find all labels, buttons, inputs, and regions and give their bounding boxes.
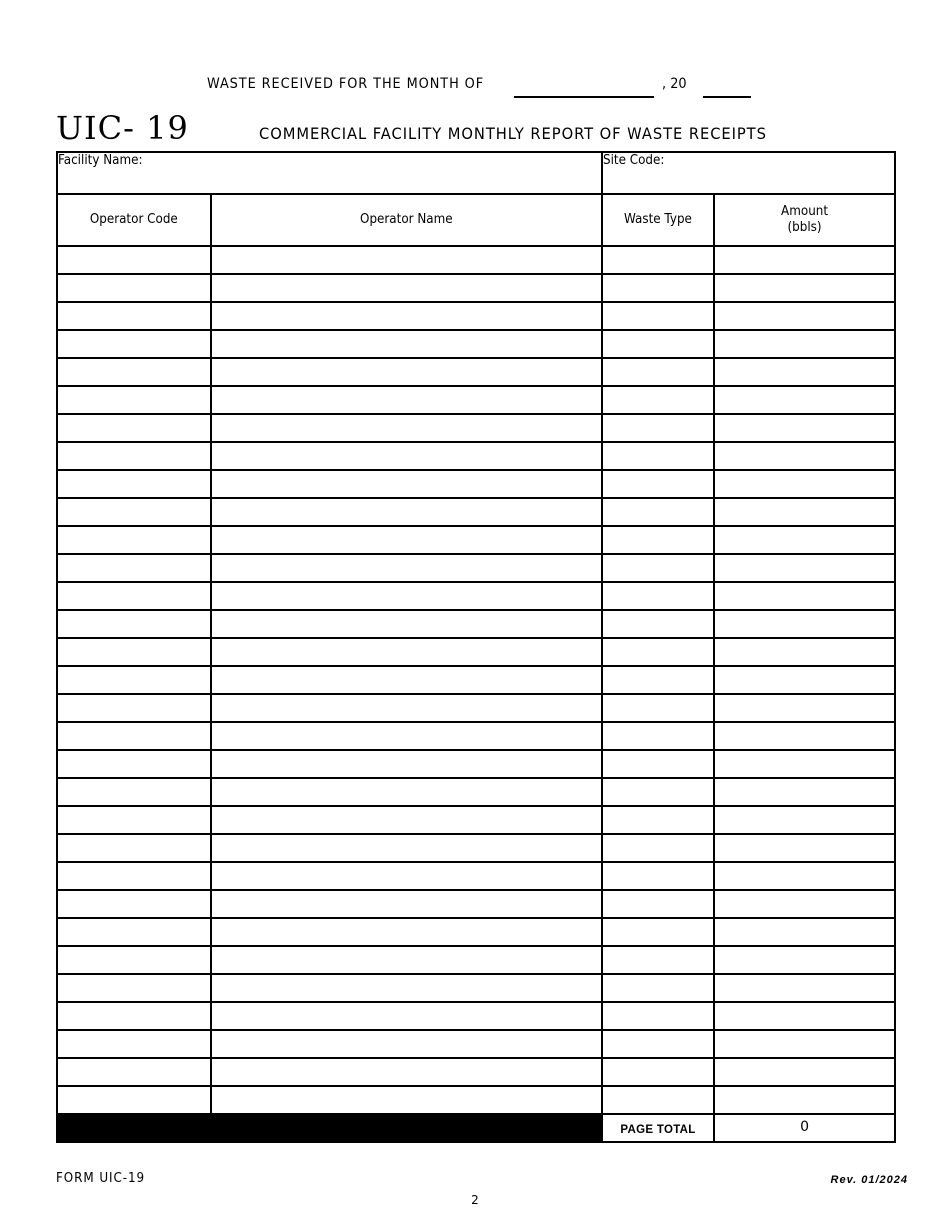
amount-cell[interactable] — [714, 386, 895, 414]
operator-code-cell[interactable] — [57, 946, 211, 974]
waste-type-cell[interactable] — [602, 274, 714, 302]
table-row — [57, 750, 895, 778]
year-input[interactable] — [703, 96, 751, 98]
operator-code-cell[interactable] — [57, 610, 211, 638]
table-row — [57, 694, 895, 722]
site-code-label: Site Code: — [603, 153, 665, 168]
waste-type-cell[interactable] — [602, 778, 714, 806]
amount-cell[interactable] — [714, 498, 895, 526]
operator-code-cell[interactable] — [57, 386, 211, 414]
operator-code-cell[interactable] — [57, 778, 211, 806]
operator-code-cell[interactable] — [57, 694, 211, 722]
table-row — [57, 946, 895, 974]
operator-code-cell[interactable] — [57, 274, 211, 302]
amount-cell[interactable] — [714, 442, 895, 470]
amount-cell[interactable] — [714, 750, 895, 778]
amount-cell[interactable] — [714, 1030, 895, 1058]
table-row — [57, 386, 895, 414]
operator-code-cell[interactable] — [57, 414, 211, 442]
waste-type-cell[interactable] — [602, 1030, 714, 1058]
operator-name-cell[interactable] — [211, 246, 602, 274]
waste-type-cell[interactable] — [602, 750, 714, 778]
operator-name-cell[interactable] — [211, 1030, 602, 1058]
operator-name-cell[interactable] — [211, 666, 602, 694]
year-prefix-text: , 20 — [662, 76, 687, 92]
operator-code-cell[interactable] — [57, 1002, 211, 1030]
amount-cell[interactable] — [714, 778, 895, 806]
waste-type-cell[interactable] — [602, 330, 714, 358]
operator-name-cell[interactable] — [211, 946, 602, 974]
operator-name-cell[interactable] — [211, 498, 602, 526]
operator-code-cell[interactable] — [57, 330, 211, 358]
amount-cell[interactable] — [714, 414, 895, 442]
operator-code-cell[interactable] — [57, 974, 211, 1002]
table-row — [57, 414, 895, 442]
amount-cell[interactable] — [714, 246, 895, 274]
waste-type-cell[interactable] — [602, 414, 714, 442]
amount-cell[interactable] — [714, 1086, 895, 1114]
amount-cell[interactable] — [714, 806, 895, 834]
operator-name-header-text: Operator Name — [360, 212, 453, 227]
amount-cell[interactable] — [714, 890, 895, 918]
waste-type-cell[interactable] — [602, 1086, 714, 1114]
form-code: UIC- 19 — [56, 109, 189, 147]
page-total-label: PAGE TOTAL — [602, 1114, 714, 1142]
waste-receipts-table — [56, 151, 896, 1143]
operator-name-cell[interactable] — [211, 442, 602, 470]
amount-cell[interactable] — [714, 694, 895, 722]
waste-type-cell[interactable] — [602, 582, 714, 610]
amount-cell[interactable] — [714, 1002, 895, 1030]
waste-type-header-text: Waste Type — [624, 212, 692, 227]
operator-name-cell[interactable] — [211, 386, 602, 414]
operator-code-cell[interactable] — [57, 722, 211, 750]
amount-cell[interactable] — [714, 638, 895, 666]
operator-code-cell[interactable] — [57, 806, 211, 834]
waste-type-cell[interactable] — [602, 694, 714, 722]
waste-type-cell[interactable] — [602, 302, 714, 330]
amount-cell[interactable] — [714, 610, 895, 638]
operator-name-cell[interactable] — [211, 890, 602, 918]
waste-type-cell[interactable] — [602, 386, 714, 414]
table-row — [57, 442, 895, 470]
page-total-row — [57, 1114, 895, 1142]
table-row — [57, 498, 895, 526]
amount-cell[interactable] — [714, 554, 895, 582]
operator-code-cell[interactable] — [57, 498, 211, 526]
facility-name-field[interactable] — [57, 152, 602, 194]
operator-name-cell[interactable] — [211, 330, 602, 358]
column-header-row — [57, 194, 895, 246]
operator-code-cell[interactable] — [57, 470, 211, 498]
waste-type-cell[interactable] — [602, 1058, 714, 1086]
waste-type-header — [602, 194, 714, 246]
operator-name-cell[interactable] — [211, 694, 602, 722]
facility-row — [57, 152, 895, 194]
table-row — [57, 974, 895, 1002]
table-row — [57, 834, 895, 862]
table-row — [57, 890, 895, 918]
operator-code-cell[interactable] — [57, 1030, 211, 1058]
amount-cell[interactable] — [714, 330, 895, 358]
waste-type-cell[interactable] — [602, 1002, 714, 1030]
amount-cell[interactable] — [714, 274, 895, 302]
table-row — [57, 722, 895, 750]
operator-name-cell[interactable] — [211, 358, 602, 386]
operator-name-cell[interactable] — [211, 302, 602, 330]
month-label-text: WASTE RECEIVED FOR THE MONTH OF — [207, 76, 485, 92]
operator-name-cell[interactable] — [211, 274, 602, 302]
footer-revision: Rev. 01/2024 — [830, 1174, 908, 1186]
operator-name-cell[interactable] — [211, 750, 602, 778]
amount-cell[interactable] — [714, 862, 895, 890]
amount-cell[interactable] — [714, 582, 895, 610]
waste-type-cell[interactable] — [602, 470, 714, 498]
table-row — [57, 1030, 895, 1058]
operator-name-cell[interactable] — [211, 1002, 602, 1030]
footer-form-name: FORM UIC-19 — [56, 1171, 146, 1186]
table-row — [57, 330, 895, 358]
operator-code-cell[interactable] — [57, 638, 211, 666]
operator-name-cell[interactable] — [211, 582, 602, 610]
amount-cell[interactable] — [714, 722, 895, 750]
waste-type-cell[interactable] — [602, 722, 714, 750]
total-blackout-cell — [57, 1114, 602, 1142]
table-row — [57, 274, 895, 302]
waste-type-cell[interactable] — [602, 862, 714, 890]
table-row — [57, 302, 895, 330]
operator-name-cell[interactable] — [211, 974, 602, 1002]
operator-name-cell[interactable] — [211, 554, 602, 582]
year-label — [662, 76, 687, 92]
operator-name-cell[interactable] — [211, 778, 602, 806]
table-row — [57, 806, 895, 834]
amount-cell[interactable] — [714, 946, 895, 974]
operator-code-cell[interactable] — [57, 302, 211, 330]
operator-name-cell[interactable] — [211, 1086, 602, 1114]
amount-header-line2: (bbls) — [787, 220, 822, 235]
operator-code-cell[interactable] — [57, 666, 211, 694]
table-row — [57, 358, 895, 386]
operator-name-header — [211, 194, 602, 246]
table-row — [57, 582, 895, 610]
operator-name-cell[interactable] — [211, 470, 602, 498]
operator-code-cell[interactable] — [57, 1058, 211, 1086]
table-row — [57, 862, 895, 890]
waste-type-cell[interactable] — [602, 918, 714, 946]
table-row — [57, 638, 895, 666]
operator-code-cell[interactable] — [57, 1086, 211, 1114]
table-row — [57, 610, 895, 638]
operator-code-cell[interactable] — [57, 862, 211, 890]
month-input[interactable] — [514, 96, 654, 98]
amount-cell[interactable] — [714, 974, 895, 1002]
table-row — [57, 1086, 895, 1114]
amount-cell[interactable] — [714, 834, 895, 862]
page-number: 2 — [471, 1193, 479, 1207]
operator-code-cell[interactable] — [57, 918, 211, 946]
operator-name-cell[interactable] — [211, 834, 602, 862]
waste-type-cell[interactable] — [602, 554, 714, 582]
month-label — [207, 76, 484, 92]
operator-name-cell[interactable] — [211, 862, 602, 890]
table-row — [57, 554, 895, 582]
waste-type-cell[interactable] — [602, 246, 714, 274]
facility-name-label: Facility Name: — [58, 153, 143, 168]
operator-code-cell[interactable] — [57, 358, 211, 386]
waste-type-cell[interactable] — [602, 974, 714, 1002]
amount-cell[interactable] — [714, 302, 895, 330]
operator-name-cell[interactable] — [211, 638, 602, 666]
operator-code-cell[interactable] — [57, 246, 211, 274]
amount-cell[interactable] — [714, 1058, 895, 1086]
table-row — [57, 778, 895, 806]
operator-code-cell[interactable] — [57, 750, 211, 778]
waste-type-cell[interactable] — [602, 442, 714, 470]
operator-name-cell[interactable] — [211, 918, 602, 946]
operator-name-cell[interactable] — [211, 414, 602, 442]
waste-type-cell[interactable] — [602, 610, 714, 638]
amount-cell[interactable] — [714, 358, 895, 386]
operator-code-cell[interactable] — [57, 442, 211, 470]
waste-type-cell[interactable] — [602, 666, 714, 694]
amount-cell[interactable] — [714, 470, 895, 498]
waste-type-cell[interactable] — [602, 946, 714, 974]
amount-header — [714, 194, 895, 246]
waste-type-cell[interactable] — [602, 526, 714, 554]
operator-name-cell[interactable] — [211, 526, 602, 554]
table-row — [57, 666, 895, 694]
operator-code-cell[interactable] — [57, 834, 211, 862]
table-row — [57, 470, 895, 498]
waste-type-cell[interactable] — [602, 890, 714, 918]
table-row — [57, 1002, 895, 1030]
waste-type-cell[interactable] — [602, 806, 714, 834]
waste-type-cell[interactable] — [602, 834, 714, 862]
operator-code-header — [57, 194, 211, 246]
amount-header-line1: Amount — [781, 204, 829, 219]
amount-cell[interactable] — [714, 526, 895, 554]
table-row — [57, 918, 895, 946]
waste-type-cell[interactable] — [602, 638, 714, 666]
operator-name-cell[interactable] — [211, 1058, 602, 1086]
form-title: COMMERCIAL FACILITY MONTHLY REPORT OF WASTE RECEIPTS — [259, 124, 767, 143]
page-total-value[interactable]: 0 — [714, 1114, 895, 1142]
amount-cell[interactable] — [714, 666, 895, 694]
waste-type-cell[interactable] — [602, 358, 714, 386]
table-row — [57, 1058, 895, 1086]
table-row — [57, 526, 895, 554]
amount-cell[interactable] — [714, 918, 895, 946]
waste-type-cell[interactable] — [602, 498, 714, 526]
operator-name-cell[interactable] — [211, 806, 602, 834]
operator-code-cell[interactable] — [57, 526, 211, 554]
operator-code-header-text: Operator Code — [90, 212, 178, 227]
operator-code-cell[interactable] — [57, 554, 211, 582]
operator-name-cell[interactable] — [211, 722, 602, 750]
operator-name-cell[interactable] — [211, 610, 602, 638]
site-code-field[interactable] — [602, 152, 895, 194]
operator-code-cell[interactable] — [57, 582, 211, 610]
table-row — [57, 246, 895, 274]
operator-code-cell[interactable] — [57, 890, 211, 918]
